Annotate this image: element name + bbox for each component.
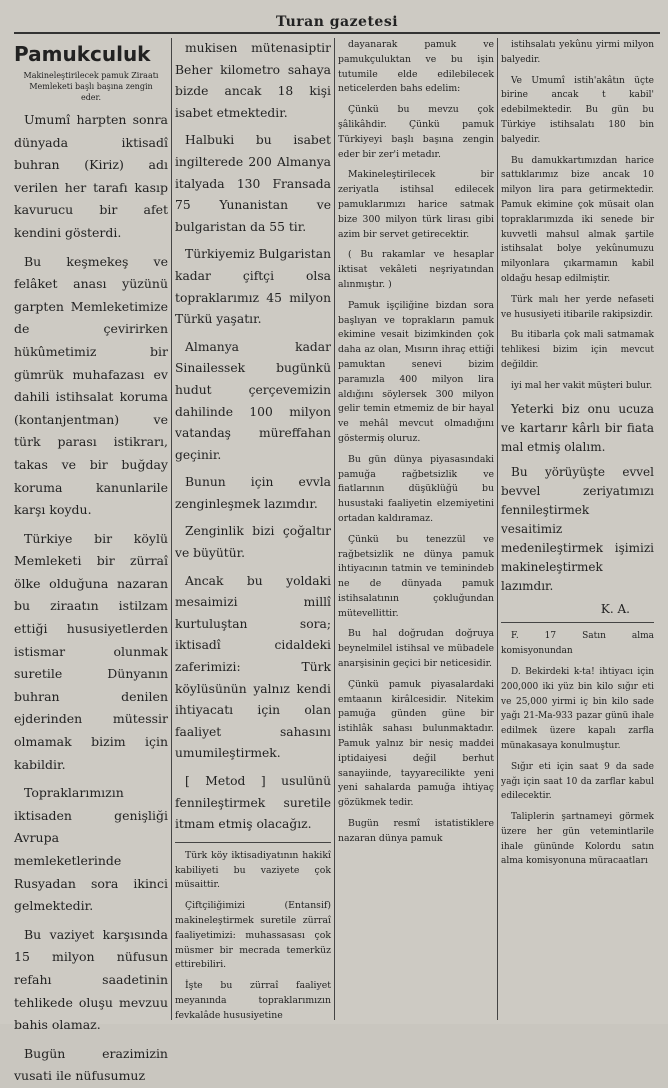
paragraph: Türkiye bir köylü Memleketi bir zürraî ölke olduğuna nazaran bu ziraatın istilzam ettiği hususiyetlerden istismar olunmak suretile Dünyanın buhran denilen ejderinden mütessir olmamak bizim için kabildir. bbox=[14, 530, 168, 772]
column-rule bbox=[171, 38, 172, 1020]
paragraph: Topraklarımızın iktisaden genişliği Avrupa memleketlerinde Rusyadan sora ikinci gelmektedir. bbox=[14, 785, 168, 914]
column-rule bbox=[497, 38, 498, 1020]
paragraph: Bu keşmekeş ve felâket anası yüzünü garpten Memleketimize de çevirirken hükûmetimiz bir gümrük muhafazası ev dahili istihsalat koruma (kontanjentman) ve türk parası istikrarı, takas ve bir buğday koruma kanunlarile karşı koydu. bbox=[14, 253, 168, 518]
paragraph: Çiftçiliğimizi (Entansif) makineleştirmek suretile zürraî faaliyetimizi: muhassasası çok müsmer bir mecrada temerküz ettirebiliri. bbox=[175, 900, 331, 971]
paragraph: istihsalatı yekûnu yirmi milyon balyedir. bbox=[501, 40, 654, 65]
paragraph: Umumî harpten sonra dünyada iktisadî buhran (Kiriz) adı verilen her tarafı kasıp kavurucu bir afet kendini gösterdi. bbox=[14, 112, 168, 240]
notice-paragraph: Sığır eti için saat 9 da sade yağı için saat 10 da zarflar kabul edilecektir. bbox=[501, 761, 654, 802]
paragraph: Bugün resmî istatistiklere nazaran dünya pamuk bbox=[338, 818, 494, 844]
masthead: Turan gazetesi bbox=[275, 14, 399, 30]
paragraph: Makineleştirilecek bir zeriyatla istihsal edilecek pamuklarımızı harice satmak bize 300 milyon türk lirası gibi azim bir servet getirecektir. bbox=[338, 169, 494, 240]
paragraph: Bu vaziyet karşısında 15 milyon nüfusun refahı saadetinin tehlikede oluşu mevzuu bahis olamaz. bbox=[14, 926, 168, 1033]
section-rule bbox=[175, 842, 331, 843]
paragraph: Türk malı her yerde nefaseti ve hususiyeti itibarile rakipsizdir. bbox=[501, 294, 654, 320]
paragraph: mukisen mütenasiptir Beher kilometro sahaya bizde ancak 18 kişi isabet etmektedir. bbox=[175, 41, 331, 120]
paragraph: Pamuk işçiliğine bizdan sora başlıyan ve toprakların pamuk ekimine vesait bizimkinden çok daha az olan, Mısırın ihraç ettiği pamuktan senevi bizim paramızla 400 milyon lira aldığını söylersek 300 milyon gelir temin etmemiz de bir hayal ve mehâl mevcut olmadığını göstermiş oluruz. bbox=[338, 299, 494, 444]
paragraph: Ancak bu yoldaki mesaimizi millî kurtuluştan sora; iktisadî cidaldeki zaferimizi: Türk köylüsünün yalnız kendi ihtiyacatı için olan faaliyet sahasını umumileştirmek. bbox=[175, 573, 331, 761]
article-signature: K. A. bbox=[600, 601, 630, 616]
column-2 bbox=[175, 38, 331, 1021]
paragraph: dayanarak pamuk ve pamukçuluktan ve bu işin tutumile elde edilebilecek neticelerden bahs edelim: bbox=[338, 39, 494, 95]
column-1 bbox=[14, 38, 168, 1084]
paragraph: Bu itibarla çok mali satmamak tehlikesi bizim için mevcut değildir. bbox=[501, 330, 654, 370]
article-deck: Makineleştirilecek pamuk Ziraatı Memleketi başlı başına zengin eder. bbox=[23, 71, 159, 102]
notice-paragraph: D. Bekirdeki k-ta! ihtiyacı için 200,000 iki yüz bin kilo sığır eti ve 25,000 yirmi iç bin kilo sade yağı 21-Ma-933 pazar günü ihale edilmek üzere kapalı zarfla münakasaya konulmuştur. bbox=[501, 666, 654, 751]
paragraph: Türk köy iktisadiyatının hakikî kabiliyeti bu vaziyete çok müsaittir. bbox=[175, 849, 331, 891]
notice-heading: F. 17 Satın alma komisyonundan bbox=[501, 631, 654, 657]
paragraph: Çünkü pamuk piyasalardaki emtaanın kirâlcesidir. Nitekim pamuğa günden güne bir istihlâk sahası bulunmaktadır. Pamuk yalnız bir nesiç maddei iptidaiyesi değil berhut sanayiinde, tayyarecilikte yeni yeni sahalarda pamuğa ihtiyaç gözükmek tedir. bbox=[338, 678, 494, 809]
paragraph: ( Bu rakamlar ve hesaplar iktisat vekâleti neşriyatından alınmıştır. ) bbox=[338, 249, 494, 290]
paragraph: Bunun için evvla zenginleşmek lazımdır. bbox=[175, 475, 331, 511]
column-3 bbox=[338, 38, 494, 1018]
paragraph: Bu yörüyüşte evvel bevvel zeriyatımızı fennileştirmek vesaitimiz medenileştirmek işimizi makineleştirmek lazımdır. bbox=[501, 464, 654, 593]
paragraph: Yeterki biz onu ucuza ve kartarır kârlı bir fiata mal etmiş olalım. bbox=[501, 401, 654, 454]
paragraph: İşte bu zürraî faaliyet meyanında topraklarımızın fevkalâde hususiyetine bbox=[175, 980, 331, 1021]
paragraph: iyi mal her vakit müşteri bulur. bbox=[511, 380, 653, 391]
paragraph: Bugün erazimizin vusati ile nüfusumuz bbox=[14, 1045, 168, 1084]
paragraph: Bu hal doğrudan doğruya beynelmilel istihsal ve mübadele anarşisinin geçici bir neticesidir. bbox=[338, 628, 494, 670]
section-rule bbox=[501, 622, 654, 623]
paragraph: Ve Umumî istih'akâtın üçte birine ancak t kabil' edebilmektedir. Bu gün bu Türkiye istihsalatı 180 bin balyedir. bbox=[501, 75, 654, 145]
paragraph: Zenginlik bizi çoğaltır ve büyütür. bbox=[175, 524, 331, 561]
paragraph: Çünkü bu tenezzül ve rağbetsizlik ne dünya pamuk ihtiyacının tatmin ve teminindeb ne de dünyada pamuk istihsalatının çokluğundan mütevellittir. bbox=[338, 533, 494, 619]
column-4 bbox=[501, 38, 654, 1018]
notice-paragraph: Taliplerin şartnameyi görmek üzere her gün vetemintlarile ihale gününde Kolordu satın alma komisyonuna müracaatları bbox=[501, 812, 654, 867]
paragraph: Bu gün dünya piyasasındaki pamuğa rağbetsizlik ve fiatlarının düşüklüğü bu husustaki faaliyetin elzemiyetini ortadan kaldıramaz. bbox=[338, 453, 494, 524]
article-headline: Pamukculuk bbox=[14, 42, 151, 66]
paragraph: Bu damukkartımızdan harice sattıklarımız bize ancak 10 milyon lira para getirmektedir. Pamuk ekimine çok müsait olan topraklarımızda iki senede bir kuvvetli mahsul almak şartile istihsalat bolye yekûnumuzu milyonlara çıkarmamın kabil oldağu hesap edilmiştir. bbox=[501, 155, 654, 284]
column-rule bbox=[334, 38, 335, 1020]
masthead-rule bbox=[14, 32, 660, 34]
paragraph: [ Metod ] usulünü fennileştirmek suretile itmam etmiş olacağız. bbox=[175, 774, 331, 832]
paragraph: Almanya kadar Sinailessek bugünkü hudut çerçevemizin dahilinde 100 milyon vatandaş müreffahan geçinir. bbox=[175, 339, 331, 462]
paragraph: Halbuki bu isabet ingilterede 200 Almanya italyada 130 Fransada 75 Yunanistan ve bulgaristan da 55 tir. bbox=[175, 133, 331, 234]
paragraph: Türkiyemiz Bulgaristan kadar çiftçi olsa topraklarımız 45 milyon Türkü yaşatır. bbox=[175, 247, 331, 327]
paragraph: Çünkü bu mevzu çok şâlikâhdir. Çünkü pamuk Türkiyeyi başlı başına zengin eder bir zer'i metadır. bbox=[338, 104, 494, 160]
